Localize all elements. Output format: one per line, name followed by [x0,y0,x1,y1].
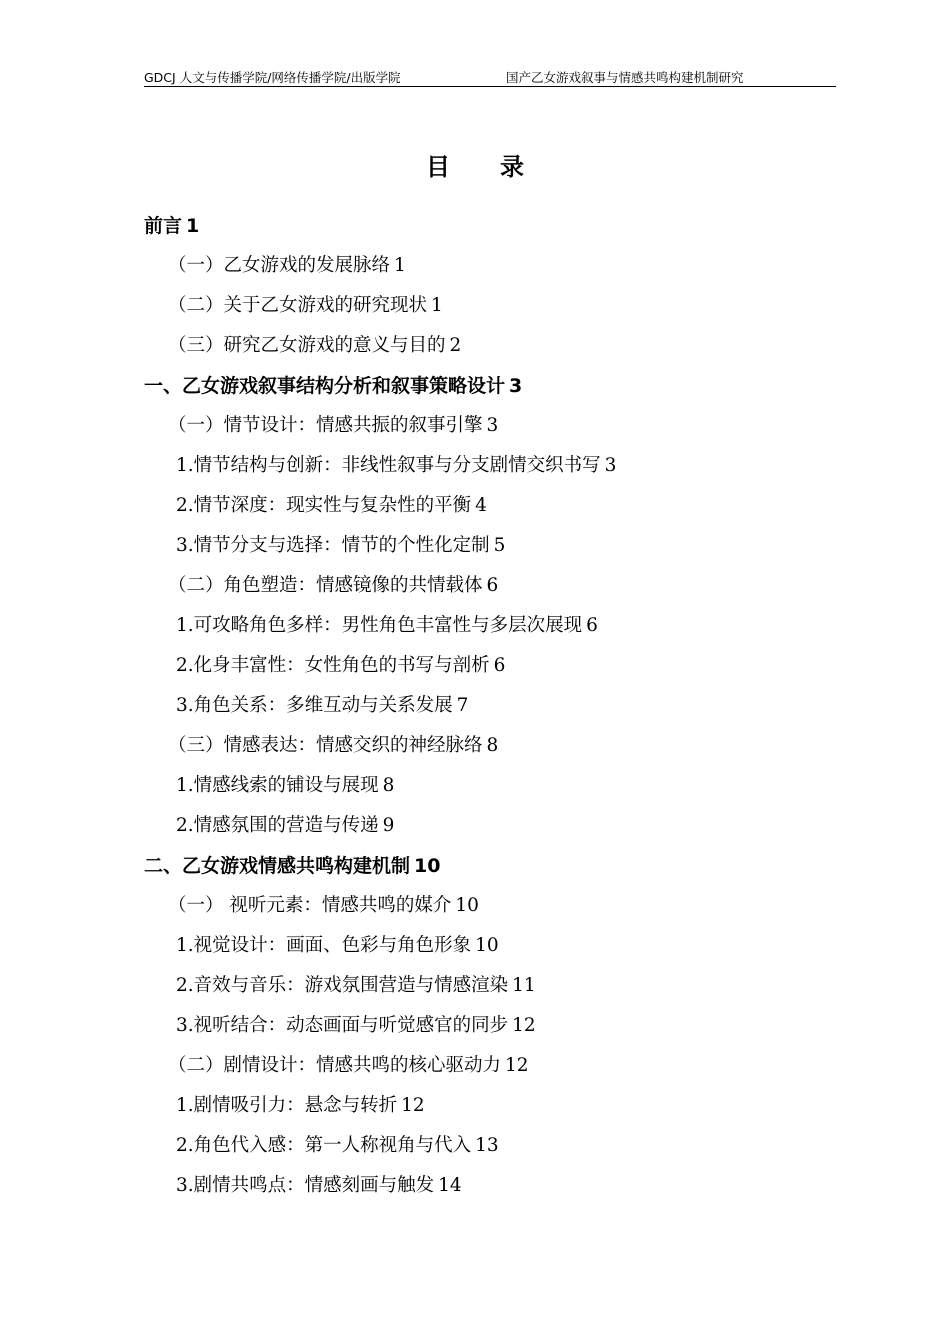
toc-page-number: 8 [486,735,499,756]
toc-page-number: 12 [512,1015,536,1036]
toc-page-number: 10 [475,935,499,956]
toc-entry-title: 3.情节分支与选择：情节的个性化定制 [176,535,490,556]
toc-page-number: 2 [449,335,462,356]
toc-page-number: 5 [493,535,506,556]
toc-entry-title: （一）乙女游戏的发展脉络 [168,255,391,276]
toc-entry-title: （二）剧情设计：情感共鸣的核心驱动力 [168,1055,502,1076]
toc-page-number: 6 [486,575,499,596]
running-header [144,68,836,87]
header-thesis-title: 国产乙女游戏叙事与情感共鸣构建机制研究 [506,70,744,85]
toc-entry-title: （二）角色塑造：情感镜像的共情载体 [168,575,483,596]
toc-page-number: 10 [455,895,479,916]
toc-entry-title: 1.情感线索的铺设与展现 [176,775,379,796]
toc-page-number: 3 [604,455,617,476]
toc-entry-title: （三）情感表达：情感交织的神经脉络 [168,735,483,756]
toc-entry-title: 2.音效与音乐：游戏氛围营造与情感渲染 [176,975,509,996]
toc-page-number: 4 [475,495,487,516]
toc-entry-title: 1.视觉设计：画面、色彩与角色形象 [176,935,472,956]
toc-entry-title: 1.可攻略角色多样：男性角色丰富性与多层次展现 [176,615,583,636]
toc-entry-title: （一）情节设计：情感共振的叙事引擎 [168,415,483,436]
toc-entry-title: 2.情感氛围的营造与传递 [176,815,379,836]
toc-page-number: 6 [586,615,598,636]
toc-title: 目录 [426,153,574,181]
toc-page-number: 12 [505,1055,529,1076]
toc-entry-title: 3.角色关系：多维互动与关系发展 [176,695,453,716]
toc-page-number: 14 [438,1175,462,1196]
toc-page-number: 1 [431,295,443,316]
toc-entry-title: 3.剧情共鸣点：情感刻画与触发 [176,1175,435,1196]
toc-page-number: 8 [382,775,395,796]
toc-entry-title: 2.情节深度：现实性与复杂性的平衡 [176,495,472,516]
toc-entry-title: 二、乙女游戏情感共鸣构建机制 [144,855,411,877]
toc-entry-title: 2.角色代入感：第一人称视角与代入 [176,1135,472,1156]
toc-entry-title: 1.情节结构与创新：非线性叙事与分支剧情交织书写 [176,455,601,476]
toc-entry-title: 1.剧情吸引力：悬念与转折 [176,1095,398,1116]
toc-page-number: 3 [509,375,523,397]
toc-entry-title: 一、乙女游戏叙事结构分析和叙事策略设计 [144,375,506,397]
toc-entry-title: 3.视听结合：动态画面与听觉感官的同步 [176,1015,509,1036]
toc-entry-title: （一） 视听元素：情感共鸣的媒介 [168,895,452,916]
toc-entry-title: （三）研究乙女游戏的意义与目的 [168,335,446,356]
toc-page-number: 9 [382,815,395,836]
toc-page-number: 12 [401,1095,425,1116]
toc-page-number: 6 [493,655,506,676]
toc-page-number: 1 [394,255,406,276]
toc-entry-title: （二）关于乙女游戏的研究现状 [168,295,428,316]
toc-page-number: 13 [475,1135,499,1156]
header-institution: GDCJ 人文与传播学院/网络传播学院/出版学院 [144,70,401,85]
toc-entry-title: 2.化身丰富性：女性角色的书写与剖析 [176,655,490,676]
toc-page-number: 3 [486,415,499,436]
toc-page-number: 10 [414,855,441,877]
toc-page-number: 1 [186,215,200,237]
toc-entry-title: 前言 [144,215,183,237]
toc-page-number: 11 [512,975,536,996]
toc-page-number: 7 [456,695,469,716]
